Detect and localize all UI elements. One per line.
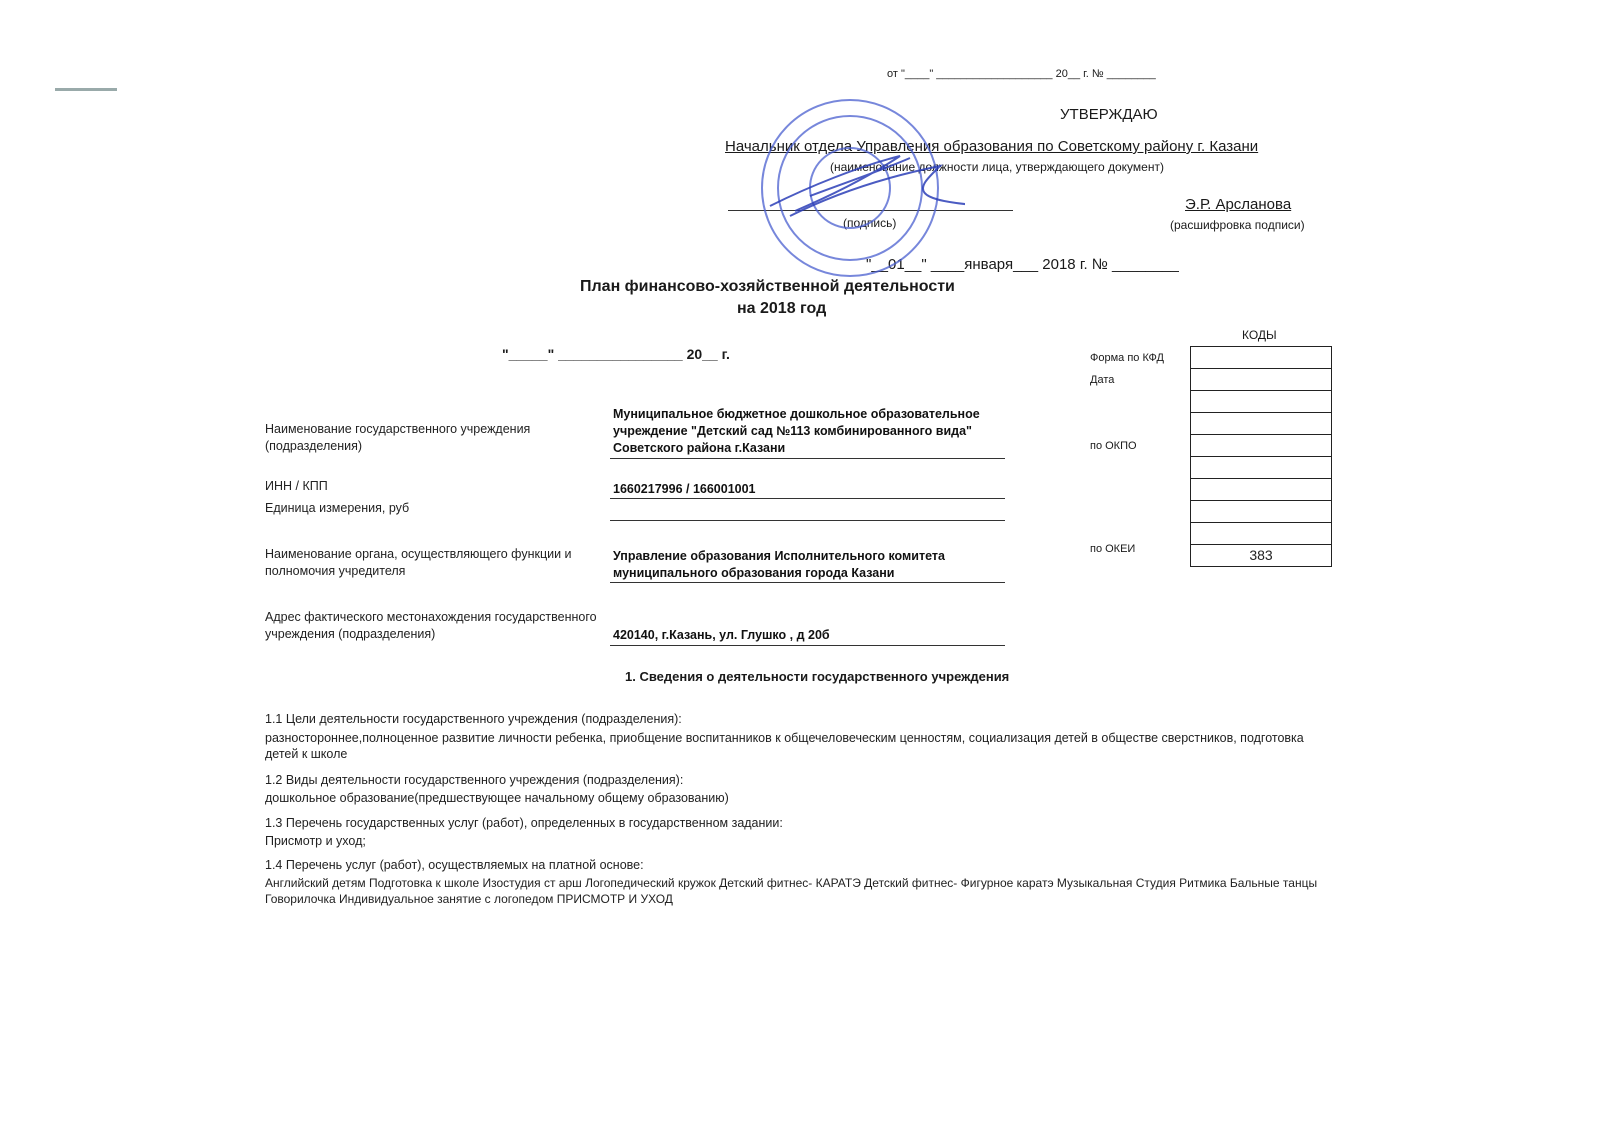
okei-value: 383 [1191, 545, 1331, 567]
address-underline [610, 645, 1005, 646]
s1-1-text: разностороннее,полноценное развитие личности ребенка, приобщение воспитанников к общечеловеческим ценностям, социализация детей в обществе сверстников, подготовка детей к школе [265, 731, 1304, 761]
founder-label: Наименование органа, осуществляющего функции и полномочия учредителя [265, 547, 572, 578]
inn-label: ИНН / КПП [265, 479, 328, 493]
code-cell [1191, 479, 1331, 501]
institution-value: Муниципальное бюджетное дошкольное образовательное учреждение "Детский сад №113 комбинированного вида" Советского района г.Казани [613, 407, 980, 455]
document-date: "_____" ________________ 20__ г. [502, 346, 730, 362]
code-cell [1191, 435, 1331, 457]
s1-2-title: 1.2 Виды деятельности государственного учреждения (подразделения): [265, 773, 684, 787]
approver-position: Начальник отдела Управления образования по Советскому району г. Казани [725, 138, 1259, 155]
s1-2-text: дошкольное образование(предшествующее начальному общему образованию) [265, 791, 729, 805]
code-cell [1191, 391, 1331, 413]
s1-1-title: 1.1 Цели деятельности государственного учреждения (подразделения): [265, 712, 682, 726]
unit-underline [610, 520, 1005, 521]
okpo-label: по ОКПО [1090, 440, 1137, 452]
s1-3-text: Присмотр и уход; [265, 834, 366, 848]
codes-table [1190, 346, 1332, 567]
s1-3-title: 1.3 Перечень государственных услуг (работ), определенных в государственном задании: [265, 816, 783, 830]
founder-underline [610, 582, 1005, 583]
code-cell [1191, 501, 1331, 523]
reference-line: от "____" ___________________ 20__ г. № ________ [887, 68, 1156, 80]
approval-date: "__01__" ____января___ 2018 г. № ________ [866, 256, 1179, 273]
code-cell [1191, 523, 1331, 545]
unit-label: Единица измерения, руб [265, 501, 410, 515]
official-stamp [750, 96, 965, 286]
codes-header: КОДЫ [1242, 328, 1277, 342]
date-label: Дата [1090, 374, 1115, 386]
inn-underline [610, 498, 1005, 499]
address-label: Адрес фактического местонахождения государственного учреждения (подразделения) [265, 610, 597, 641]
code-cell [1191, 369, 1331, 391]
position-caption: (наименование должности лица, утверждающего документ) [830, 160, 1164, 174]
approver-name: Э.Р. Арсланова [1185, 196, 1292, 213]
signature-caption: (подпись) [843, 216, 897, 230]
scan-mark [55, 88, 117, 91]
institution-label: Наименование государственного учреждения (подразделения) [265, 422, 531, 453]
s1-4-title: 1.4 Перечень услуг (работ), осуществляемых на платной основе: [265, 858, 644, 872]
form-label: Форма по КФД [1090, 352, 1164, 364]
founder-value: Управление образования Исполнительного комитета муниципального образования города Казани [613, 549, 945, 580]
code-cell [1191, 457, 1331, 479]
section1-heading: 1. Сведения о деятельности государственного учреждения [625, 669, 1010, 684]
code-cell [1191, 413, 1331, 435]
name-caption: (расшифровка подписи) [1170, 218, 1305, 232]
approve-title: УТВЕРЖДАЮ [1060, 106, 1158, 123]
code-cell [1191, 347, 1331, 369]
institution-underline [610, 458, 1005, 459]
page-subtitle: на 2018 год [737, 300, 827, 317]
inn-value: 1660217996 / 166001001 [613, 482, 756, 496]
address-value: 420140, г.Казань, ул. Глушко , д 20б [613, 628, 830, 642]
page-title: План финансово-хозяйственной деятельности [580, 278, 955, 295]
okei-label: по ОКЕИ [1090, 543, 1136, 555]
s1-4-text: Английский детям Подготовка к школе Изостудия ст арш Логопедический кружок Детский фитнес- КАРАТЭ Детский фитнес- Фигурное каратэ Музыкальная Студия Ритмика Бальные танцы Говорилочка Индивидуальное занятие с логопедом ПРИСМОТР И УХОД [265, 876, 1318, 906]
